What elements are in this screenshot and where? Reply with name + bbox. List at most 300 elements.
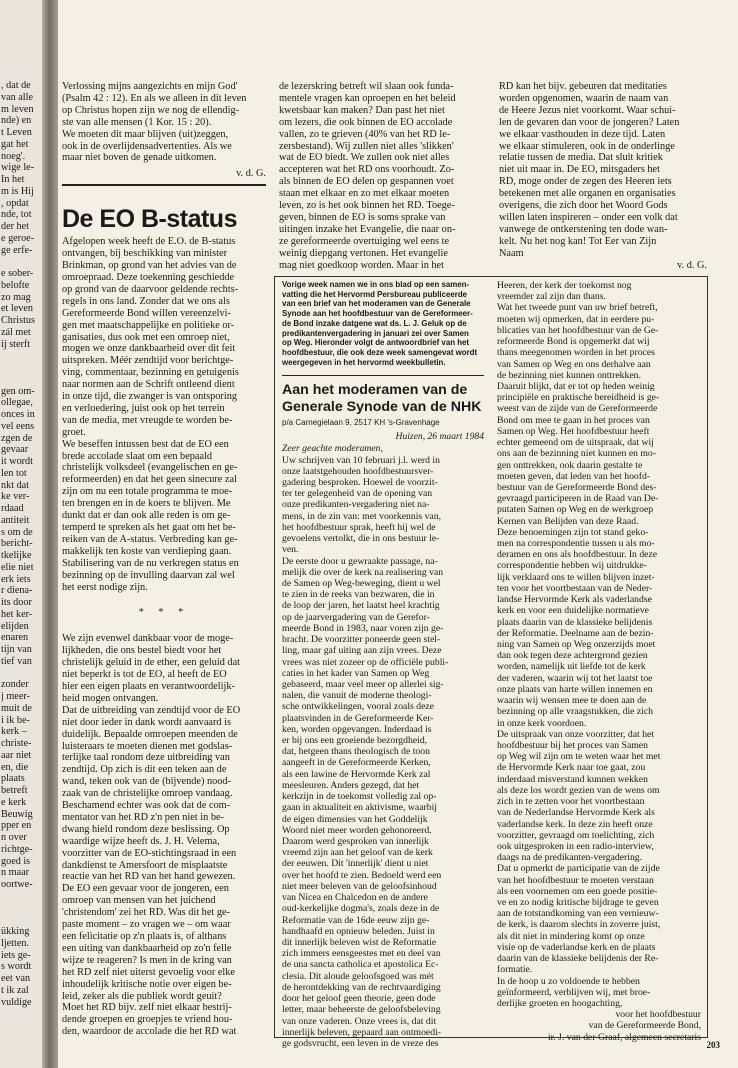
letter-line: weest van de zijde van de Gereformeerde [497,403,658,415]
text-line: brede accolade slaat om een bepaald [62,450,213,462]
letter-line: onze laatstgehouden hoofdbestuursver- [282,465,434,477]
text-line: De EO een gevaar voor de jongeren, een [62,883,229,895]
left-page-text-fragment: m leven [1,103,34,115]
letter-line: Wat het tweede punt van uw brief betreft, [497,302,658,314]
left-page-text-fragment [1,668,44,680]
text-line: het RD zelf niet uiterst gevoelig voor elke [62,966,235,978]
letter-line: Daarom werd gesproken van innerlijk [282,836,429,847]
text-line: zijn om nu een totale programma te moe- [62,486,233,498]
text-line: ook in de overlijdensadvertenties. Als we [62,140,232,152]
letter-line: voorzitter, gevraagd om toelichting, zich [497,829,655,841]
letter-line: sche ontwikkelingen, vooral zoals deze [282,701,434,713]
left-page-text-fragment: belofte [1,279,30,291]
letter-line: van Samen op Weg en ons derhalve aan [497,358,651,370]
text-line: naar normen aan de Schrift ontleend dient [62,379,235,391]
text-line: mag niet goedkoop worden. Maar in het [279,259,444,271]
letter-line: gen onttrekken, ook daarin gestalte te [497,459,643,471]
letter-line: blicaties van het hoofdbestuur van de Ge- [497,324,659,336]
letter-heading-line: Aan het moderamen van de [282,382,468,399]
left-page-text-fragment: e sober- [1,268,34,279]
left-page-text-fragment: erk iets [1,573,31,585]
left-page-text-fragment [1,914,44,926]
letter-line: ge godsvrucht, een leven in de vreze des [282,1037,439,1049]
left-page-text-fragment: noeg'. [1,150,26,162]
letter-line: in onze kerk voordoen. [497,717,587,729]
letter-line: putaten Samen op Weg en de werkgroep [497,504,654,516]
left-page-text-fragment: zál met [1,326,31,338]
letter-line: kerk en voor een duidelijke normatieve [497,605,649,617]
page-number: 203 [706,1040,720,1050]
letter-line: handhaafd en opnieuw beleden. Juist in [282,925,435,937]
text-line: dunkt dat er dan ook alle reden is om ge- [62,510,231,522]
text-line: 'christendom' zei het RD. Was dit het ge- [62,907,230,919]
text-line: op grond van de daarvoor geldende rechts- [62,283,239,295]
letter-line: moeten geven, dat leden van het hoofd- [497,470,651,482]
letter-line: melijk die over de kerk na realisering van [282,566,444,578]
text-line: geven, binnen de EO is soms sprake van [279,211,446,223]
text-line: op Christus hopen zijn we nog de ellendig- [62,104,240,116]
text-line: luisteraars te moeten dienen met godslas- [62,740,233,752]
letter-line: de eigen dimensies van het Goddelijk [282,813,428,825]
left-page-text-fragment: i ik be- [1,714,30,726]
letter-line: onze predikanten-vergadering niet na- [282,499,430,511]
text-line: mentele vragen kan oproepen en het beleid [279,92,456,104]
text-line: paste moment – zo vragen we – om waar [62,919,231,931]
letter-line: oud-kerkelijke dogma's, zoals deze in de [282,903,440,915]
letter-line: der Reformatie. Deelname aan de bezin- [497,627,654,639]
letter-line: daags na de predikanten-vergadering. [497,852,643,864]
text-line: de lezerskring betreft wil slaan ook funda- [279,81,454,92]
text-line: ze gereformeerde overtuiging wel eens te [279,235,450,247]
letter-closing [497,1009,701,1043]
letter-line: dat, hetgeen thans theologisch de toon [282,746,430,758]
left-page-text-fragment: , dat de [1,80,31,91]
text-line: inhoudelijk kritische notie over eigen be- [62,978,232,990]
left-page-text-fragment: , opdat [1,197,29,209]
left-page-text-fragment: t Leven [1,127,32,138]
left-page-text-fragment: der het [1,221,30,232]
text-line: niet door ieder in dank wordt aanvaard is [62,716,231,728]
text-line: vallen, zo te grieven (40% van het RD le- [279,128,451,140]
letter-line: caties in het kader van Samen op Weg [282,667,430,679]
letter-line: onze plaats van harte willen innemen en [497,683,653,695]
letter-line: plaatsvinden in de Gereformeerde Ker- [282,712,434,724]
text-line: en verloedering, juist ook op het terrein [62,402,225,414]
letter-line: bracht. De voorzitter poneerde geen stel- [282,634,441,646]
letter-line: echter gemeend om de uitspraak, dat wij [497,437,654,449]
letter-line: als een lawine de Hervormde Kerk zal [282,768,431,780]
left-page-text-fragment: rdaad [1,503,24,514]
letter-closing-line: voor het hoofdbestuur [615,1009,701,1021]
left-page-text-fragment: s wordt [1,961,32,973]
text-line: ste van alle mensen (1 Kor. 15 : 20). [62,116,212,128]
text-line: reactie van het RD van het hand gewezen. [62,871,236,883]
text-line: Verlossing mijns aangezichts en mijn God' [62,81,238,92]
letter-line: de Samen op Weg-beweging, dient u wel [282,577,441,589]
left-page-text-fragment: ge erfe- [1,244,33,256]
letter-line: als deze los wordt gezien van de wens om [497,784,660,796]
text-line: lijkheden, die ons bestel biedt voor het [62,645,222,657]
text-line: wand, teken ook van de (bijvende) nood- [62,776,231,788]
text-line: zaak van de christelijke omroep vandaag. [62,788,233,800]
left-page-text-fragment [1,891,44,903]
letter-line: Bond om mee te gaan in het proces van [497,414,650,426]
left-page-text-fragment: tijn van [1,644,32,655]
letter-line: van onze vaderen. Onze vrees is, dat dit [282,1015,437,1027]
section-rule [62,184,266,186]
left-page-text-fragment: christe- [1,738,32,749]
text-line: accepteren wat het RD ons voorhoudt. Zo- [279,164,455,176]
left-page-text-fragment: onces in [1,409,35,420]
text-line: Naam [499,247,524,259]
left-page-text-fragment: enaren [1,632,29,644]
letter-line: Reformatie van de 16de eeuw zijn ge- [282,914,430,926]
letter-line: zich in te zetten voor het voortbestaan [497,796,645,808]
column-1 [62,81,266,1038]
text-line: omroepraad. Deze toekenning geschiedde [62,271,235,283]
text-line: makkelijk ten koste van verdieping gaan. [62,545,232,557]
letter-introduction [282,280,484,367]
text-line: temperd te spreken als het gaat om het be- [62,522,236,533]
letter-line: visie op de vaderlandse kerk en de plaats [497,941,656,953]
letter-line: clesia. Dit aloude geloofsgoed was mét [282,970,434,982]
letter-line: van Nicea en Chalcedon en de andere [282,892,428,904]
left-page-text-fragment: e geroe- [1,232,35,244]
left-page-text-fragment: j meer- [1,691,30,702]
text-line: dende groepen en groepjes te vriend hou- [62,1014,233,1026]
eo-article-column-3 [499,81,707,260]
letter-line: der vaderen, waarin wij tot het laatst toe [497,672,653,684]
text-line: niet uit maar in. De EO, mitsgaders het [499,164,660,176]
text-line: maar niet boven de genade uitkomen. [62,152,217,164]
text-line: willen laten inspireren – onder een volk dat [499,211,678,223]
text-line: wat de EO biedt. We zullen ook niet alles [279,152,450,164]
letter-line: op de jaarvergadering van de Gerefor- [282,611,430,623]
text-line: We beseffen intussen best dat de EO een [62,438,229,450]
letter-salutation: Zeer geachte moderamen, [282,443,383,455]
left-page-text-fragment: zgen de [1,432,33,444]
letter-line: gaan in aktualiteit en aktivisme, waarbij [282,802,437,814]
text-line: ontvangen, bij beschikking van minister [62,248,228,260]
letter-line: correspondentie hebben wij uitdrukke- [497,560,647,572]
text-line: terlijke taal rondom deze uitbreiding van [62,752,230,764]
letter-line: geïnformeerd, verblijven wij, met broe- [497,986,651,998]
letter-line: ons aan de bezinning niet kunnen en mo- [497,448,656,460]
letter-intro-line: van een brief van het moderamen van de Generale [282,299,471,309]
eo-article-continuation [62,633,266,1038]
letter-intro-line: hoofdbestuur, die ook deze week samengevat wordt [282,347,478,357]
text-line: regels in ons land. Zonder dat we ons als [62,295,230,307]
letter-line: dit innerlijk beleven wist de Reformatie [282,936,437,948]
letter-line: niet meer beleven van de geloofsinhoud [282,880,437,892]
text-line: we elkaar vasthouden in deze tijd. Laten [499,128,666,140]
left-page-text-fragment: het ker- [1,608,33,620]
letter-line: daarin van de klassieke belijdenis der Re- [497,953,659,965]
left-page-text-fragment: eet van [1,973,31,984]
letter-line: de bezinning niet kunnen onttrekken. [497,369,641,381]
letter-line: ven. [282,544,299,556]
letter-line: deramen en ons als hoofdbestuur. In deze [497,549,658,561]
text-line: Stabilisering van de nu verkregen status en [62,557,239,569]
letter-line: formatie. [497,964,533,976]
letter-line: waarin wij wensen mee te doen aan de [497,695,647,707]
text-line: mentator van het RD z'n pen niet in be- [62,811,224,823]
letter-line: vreemder zal zijn dan thans. [497,291,606,303]
letter-line: zich immers eensgeestes met en deel van [282,948,441,960]
text-line: reiken van de A-status. Verbreding kan ge- [62,533,238,545]
left-page-text-fragment: n maar [1,867,30,879]
text-line: waardige wijze heeft ds. J. H. Velema, [62,835,220,847]
text-line: ten brengen en in de koers te blijven. Me [62,498,231,510]
left-page-text-fragment: iets ge- [1,949,31,961]
text-line: wijze te reageren? Is men in de kring van [62,954,232,966]
letter-line: bestuur van de Gereformeerde Bond des- [497,481,657,493]
text-line: om lezers, die ook binnen de EO accolade [279,116,453,128]
letter-line: letter, maar beheerste de geloofsbeleving [282,1004,441,1016]
letter-line: van het hoofdbestuur te moeten verstaan [497,874,654,886]
text-line: ving, commentaar, bezinning en getuigenis [62,367,239,379]
text-line: RD kan het bijv. gebeuren dat meditaties [499,81,667,92]
letter-line: meerde Bond in 1983, naar voren zijn ge- [282,622,444,634]
letter-line: over het hoofd te zien. Bedoeld werd een [282,869,442,881]
text-line: kwetsbaar kan maken? Dan past het niet [279,104,445,116]
letter-line: op Weg wil zijn om te weten waar het met [497,751,661,763]
letter-line: gevraagd participeren in de Raad van De- [497,493,659,505]
letter-line: als een voornemen om een goede positie- [497,885,658,897]
letter-line: der eeuwen. Dit 'innerlijk' dient u niet [282,858,429,870]
left-page-text-fragment: plaats [1,773,25,785]
letter-line: Woord niet meer worden gehonoreerd. [282,824,432,836]
left-page-text-fragment: kerk – [1,726,27,738]
left-page-text-fragment: betreft [1,785,28,796]
letter-line: ook uitgesproken in een radio-interview, [497,840,654,852]
letter-line: Heeren, der kerk der toekomst nog [497,280,632,291]
eo-article-body [62,236,266,593]
letter-line: mens, in de zin van: met voorkennis van, [282,510,442,522]
left-page-text-fragment: nkt dat [1,479,30,491]
left-page-text-fragment [1,374,44,386]
left-page-text-fragment: elijden [1,620,29,632]
left-page-text-fragment: zo mag [1,291,31,303]
letter-intro-rule [282,375,484,376]
left-page-text-fragment: s om de [1,526,33,538]
left-page-text-fragment: zonder [1,679,29,691]
text-line: Dat de uitbreiding van zendtijd voor de EO [62,704,241,716]
letter-line: ken, worden opgevangen. Inderdaad is [282,723,432,735]
text-line: een felicitatie op z'n plaats is, of althans [62,931,227,942]
letter-line: plaats daarin van de klassieke belijdenis [497,616,653,628]
letter-line: meesleuren. Anders gezegd, dat het [282,779,420,791]
left-page-text-fragment: tief van [1,655,32,667]
left-page-text-fragment: len tot [1,467,27,479]
letter-line: vaderlandse kerk. In deze zin heeft onze [497,818,653,830]
letter-line: de una sancta catholica et apostolica Ec- [282,959,439,971]
letter-closing-line: van de Gereformeerde Bond, [588,1020,701,1032]
letter-line: vreemd zijn aan het geloof van de kerk [282,847,433,859]
letter-line: door het geloof geen theorie, geen dode [282,993,436,1005]
letter-left-column [282,280,484,1049]
letter-line: de kerk, is daarom slechts in zoverre juist, [497,919,661,931]
left-page-text-fragment: et leven [1,303,33,315]
letter-intro-line: vatting die het Hervormd Persbureau publiceerde [282,289,468,299]
left-page-text-fragment: ij sterft [1,338,31,350]
letter-line: worden, namelijk uit liefde tot de kerk [497,661,646,673]
letter-line: Deze benoemingen zijn tot stand geko- [497,526,649,538]
text-line: Beschamend echter was ook dat de com- [62,800,231,812]
letter-line: ning van Samen op Weg onzerzijds moet [497,639,656,650]
letter-line: De eerste door u gewraakte passage, na- [282,555,438,567]
letter-line: De uitspraak van onze voorzitter, dat het [497,728,654,740]
text-line: kelt. Nu het nog kan! Tot Eer van Zijn [499,235,657,247]
text-line: staan met elkaar en zo met elkaar moeten [279,188,450,200]
letter-intro-line: op Weg. Hieronder volgt de antwoordbrief van het [282,338,470,348]
left-page-text-fragment: vel eens [1,420,35,432]
text-line: voorzitter van de EO-stichtingsraad in een [62,847,237,859]
letter-intro-line: de Bond inzake datgene wat ds. L. J. Geluk op de [282,318,467,328]
left-page-text-fragment: aar niet [1,749,32,761]
text-line: weinig diepgang vertonen. Het evangelie [279,247,448,259]
text-line: overigens, die zich door het Woord Gods [499,200,668,212]
letter-body-right [497,280,701,1009]
left-page-text-fragment: antiteit [1,514,30,526]
letter-intro-line: weergegeven in het hervormd weekbulletin. [282,357,446,367]
text-line: zendtijd. Op zich is dit een teken aan de [62,764,227,776]
letter-line: de herontdekking van de rechtvaardiging [282,981,441,993]
letter-heading-line: Generale Synode van de NHK [282,399,482,416]
left-page-text-fragment: its door [1,597,32,608]
letter-right-column [497,280,701,1043]
letter-line: Kernen van Belijden van deze Raad. [497,515,639,527]
left-page-text-fragment: ljetten. [1,937,30,949]
meditation-signature: v. d. G. [236,168,266,180]
left-page-text-fragment: Beuwig [1,808,33,820]
text-line: het eerst nodige zijn. [62,581,148,593]
letter-line: thans meegenomen worden in het proces [497,347,655,359]
letter-intro-line: Synode aan het hoofdbestuur van de Gereformeer- [282,309,473,319]
letter-line: innerlijk beleven, gepaard aan ontmoedi- [282,1026,441,1038]
text-line: vanwege de ontkerstening ten dode wan- [499,223,668,235]
letter-line: derlijke groeten en hoogachting, [497,998,623,1009]
letter-line: de loop der jaren, het laatst heel krachtig [282,600,440,612]
letter-line: lijk verklaard ons te willen blijven inzet- [497,571,655,583]
text-line: christelijk volksdeel (evangelischen en ge- [62,462,238,474]
text-line: christelijk geluid in de ether, een geluid dat [62,657,241,669]
letter-address: p/a Carnegielaan 9, 2517 KH 's-Gravenhage [282,418,440,428]
left-page-text-fragment [1,350,44,362]
letter-line: ling, maar gaf uiting aan zijn vrees. Deze [282,645,442,657]
text-line: als binnen de EO delen op gespannen voet [279,176,454,188]
letter-line: gebaseerd, maar veel meer op allerlei sig- [282,678,444,690]
text-line: zersbestand). Wij zullen niet alles 'slikken' [279,140,454,152]
left-page-text-fragment: it wordt [1,456,33,467]
left-page-text-fragment: van alle [1,91,33,103]
letter-heading [282,382,484,416]
letter-line: Dat u opmerkt de participatie van de zijde [497,863,660,875]
left-page-text-fragment: Christus [1,315,35,326]
letter-intro-line: predikantenvergadering in januari zei over Samen [282,328,469,338]
text-line: we elkaar stimuleren, ook in de onderlinge [499,140,675,152]
text-line: Moet het RD bijv. zelf niet elkaar bestrij- [62,1002,232,1014]
letter-line: dan ook tegen deze achtergrond gezien [497,650,648,662]
letter-line: kerkzijn in de toekomst volledig zal op- [282,791,437,803]
letter-line: er bij ons een groeiende bezorgdheid, [282,735,428,747]
text-line: dankdienst te Amersfoort de misplaatste [62,859,228,871]
text-line: dwang hield rondom deze beslissing. Op [62,823,230,835]
letter-line: ten voor het voortbestaan van de Neder- [497,582,653,594]
letter-line: moeten wij opmerken, dat in eerdere pu- [497,313,655,325]
letter-line: aan de totstandkoming van een vernieuw- [497,908,659,920]
text-line: Afgelopen week heeft de E.O. de B-status [62,236,236,248]
column-2 [279,81,485,272]
left-page-text-fragment: nde) en [1,115,32,127]
letter-line: aangeeft in de Gereformeerde Kerken, [282,757,431,769]
letter-body-left [282,455,484,1050]
left-page-text-fragment: bericht- [1,538,33,550]
text-line: leid, zeker als die publiek wordt geuit? [62,990,222,1002]
letter-line: bezinning op alle vraagstukken, die zich [497,706,654,718]
text-line: omroep van mensen van het juichend [62,895,216,907]
text-line: heid mogen ontvangen. [62,692,159,704]
left-page-text-fragment: tkelijke [1,550,32,561]
letter-date: Huizen, 26 maart 1984 [395,431,484,443]
letter-line: gadering besproken. Hoewel de voorzit- [282,477,438,488]
text-line: een uiting van dankbaarheid op zo'n felle [62,942,232,954]
text-line: betekenen met alle organen en organisaties [499,188,676,200]
left-page-text-fragment: r diena- [1,585,33,597]
text-line: uitspreken. Méér zendtijd voor berichtge- [62,355,234,367]
left-page-text-fragment: e kerk [1,796,27,808]
text-line: ganisaties, dus ook met een omroep niet, [62,331,230,343]
left-page-text-fragment: nde, tot [1,209,32,221]
letter-line: principiële en praktische bereidheid is ge- [497,392,660,404]
letter-line: nalen, die vanuit de moderne theologi- [282,690,432,702]
text-line: in onze tijd, die zwanger is van ontsporing [62,391,238,403]
left-page-text-fragment: ollegae, [1,397,33,409]
letter-line: landse Hervormde Kerk als vaderlandse [497,594,652,606]
letter-line: ve en zo nodig kritische bijdrage te geven [497,897,659,909]
left-page-text-fragment: gevaar [1,444,29,456]
letter-line: Samen op Weg. Het hoofdbestuur heeft [497,425,650,437]
letter-line: van de Nederlandse Hervormde Kerk als [497,807,655,819]
left-page-text-fragment: t ik zal [1,984,29,996]
text-line: relatie tussen de media. Dat sluit kritiek [499,152,663,164]
left-page-text-fragment: goed is [1,855,31,867]
text-line: Gereformeerde Bond willen vereenzelvi- [62,307,231,319]
text-line: (Psalm 42 : 12). En als we alleen in dit leven [62,92,247,104]
left-page-text-fragment: n over [1,832,27,843]
letter-line: In de hoop u zo voldoende te hebben [497,975,640,987]
text-line: worden opgenomen, waarin de naam van [499,92,669,104]
left-page-strip [0,0,44,1068]
text-line: We moeten dit maar blijven (uit)zeggen, [62,128,229,140]
text-line: hier een eigen plaats en verantwoordelijk- [62,680,235,692]
letter-closing-line: ir. J. van der Graaf, algemeen secretaris [547,1031,701,1043]
left-page-text-fragment: In het [1,174,25,185]
binding-gutter [42,0,58,1068]
letter-line: hoofdbestuur bij het proces van Samen [497,739,648,751]
text-line: Brinkman, op grond van het advies van de [62,260,237,272]
text-line: uitingen inzake het Evangelie, die naar on- [279,223,456,235]
left-page-text-fragment: muit de [1,702,32,714]
left-page-text-fragment [1,256,44,268]
eo-article-column-2 [279,81,485,272]
text-line: gen met maatschappelijke en politieke or- [62,319,235,331]
letter-line: het hoofdbestuur sprak, heeft hij wel de [282,521,436,533]
left-page-fragments [1,80,44,1008]
text-line: mogen we onze dankbaarheid over dit feit [62,343,236,355]
letter-line: te zien in de reeks van bezwaren, die in [282,589,435,601]
section-separator: * * * [138,607,190,619]
